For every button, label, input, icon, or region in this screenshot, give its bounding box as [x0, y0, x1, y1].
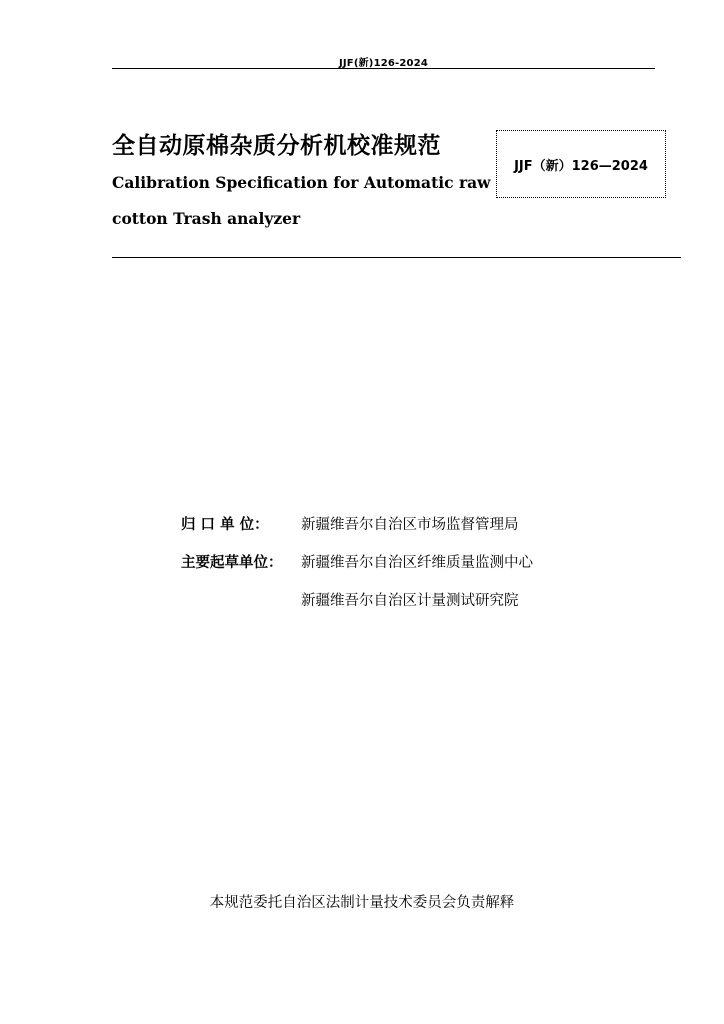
specification-code: JJF（新）126—2024: [514, 158, 648, 174]
document-title-chinese: 全自动原棉杂质分析机校准规范: [112, 133, 441, 159]
specification-code-box: [496, 130, 666, 198]
document-title-english-line1: Calibration Specification for Automatic raw: [112, 173, 491, 192]
interpretation-note: 本规范委托自治区法制计量技术委员会负责解释: [209, 895, 515, 911]
responsible-unit-row: [181, 513, 519, 534]
responsible-unit-value: 新疆维吾尔自治区市场监督管理局: [301, 517, 519, 533]
document-title-english-line2: cotton Trash analyzer: [112, 209, 301, 228]
drafting-unit-row: [181, 551, 533, 572]
drafting-unit-label: 主要起草单位：: [181, 555, 283, 571]
header-divider: [112, 68, 655, 69]
drafting-unit-value-2: 新疆维吾尔自治区计量测试研究院: [301, 593, 519, 609]
title-divider: [112, 257, 681, 258]
drafting-unit-value-1: 新疆维吾尔自治区纤维质量监测中心: [301, 555, 533, 571]
drafting-unit-row-2: [181, 589, 519, 610]
header-code: JJF(新)126-2024: [338, 58, 429, 69]
responsible-unit-label: 归 口 单 位：: [181, 517, 269, 533]
